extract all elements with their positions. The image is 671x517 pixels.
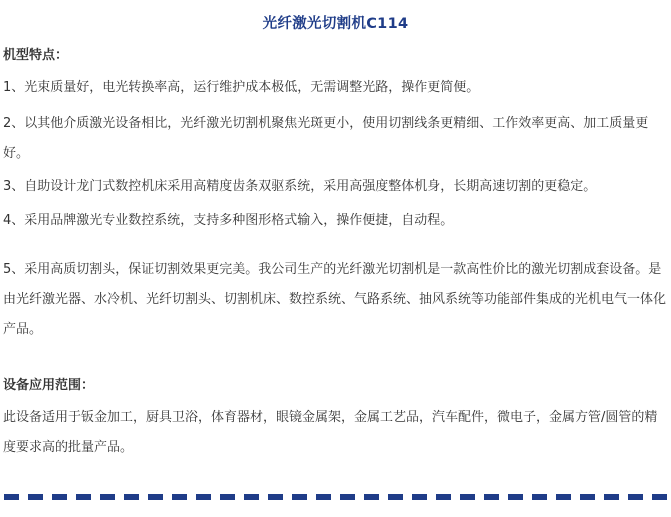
feature-item-4: 4、采用品牌激光专业数控系统，支持多种图形格式输入，操作便捷，自动程。 — [3, 213, 454, 228]
dashed-divider — [4, 494, 671, 500]
applications-heading: 设备应用范围： — [3, 378, 95, 393]
page-title: 光纤激光切割机C114 — [262, 16, 409, 32]
features-heading: 机型特点： — [3, 48, 69, 63]
feature-item-3: 3、自助设计龙门式数控机床采用高精度齿条双驱系统，采用高强度整体机身，长期高速切割的更稳定。 — [3, 179, 597, 194]
feature-item-1: 1、光束质量好，电光转换率高，运行维护成本极低，无需调整光路，操作更简便。 — [3, 80, 480, 95]
feature-item-5: 5、采用高质切割头，保证切割效果更完美。我公司生产的光纤激光切割机是一款高性价比的激光切割成套设备。是由光纤激光器、水冷机、光纤切割头、切割机床、数控系统、气路系统、抽风系统等功能部件集成的光机电气一体化产品。 — [3, 262, 667, 337]
applications-text: 此设备适用于钣金加工，厨具卫浴，体育器材，眼镜金属架，金属工艺品，汽车配件，微电子，金属方管/圆管的精度要求高的批量产品。 — [3, 410, 658, 455]
feature-item-2: 2、以其他介质激光设备相比，光纤激光切割机聚焦光斑更小，使用切割线条更精细、工作效率更高、加工质量更好。 — [3, 116, 649, 161]
